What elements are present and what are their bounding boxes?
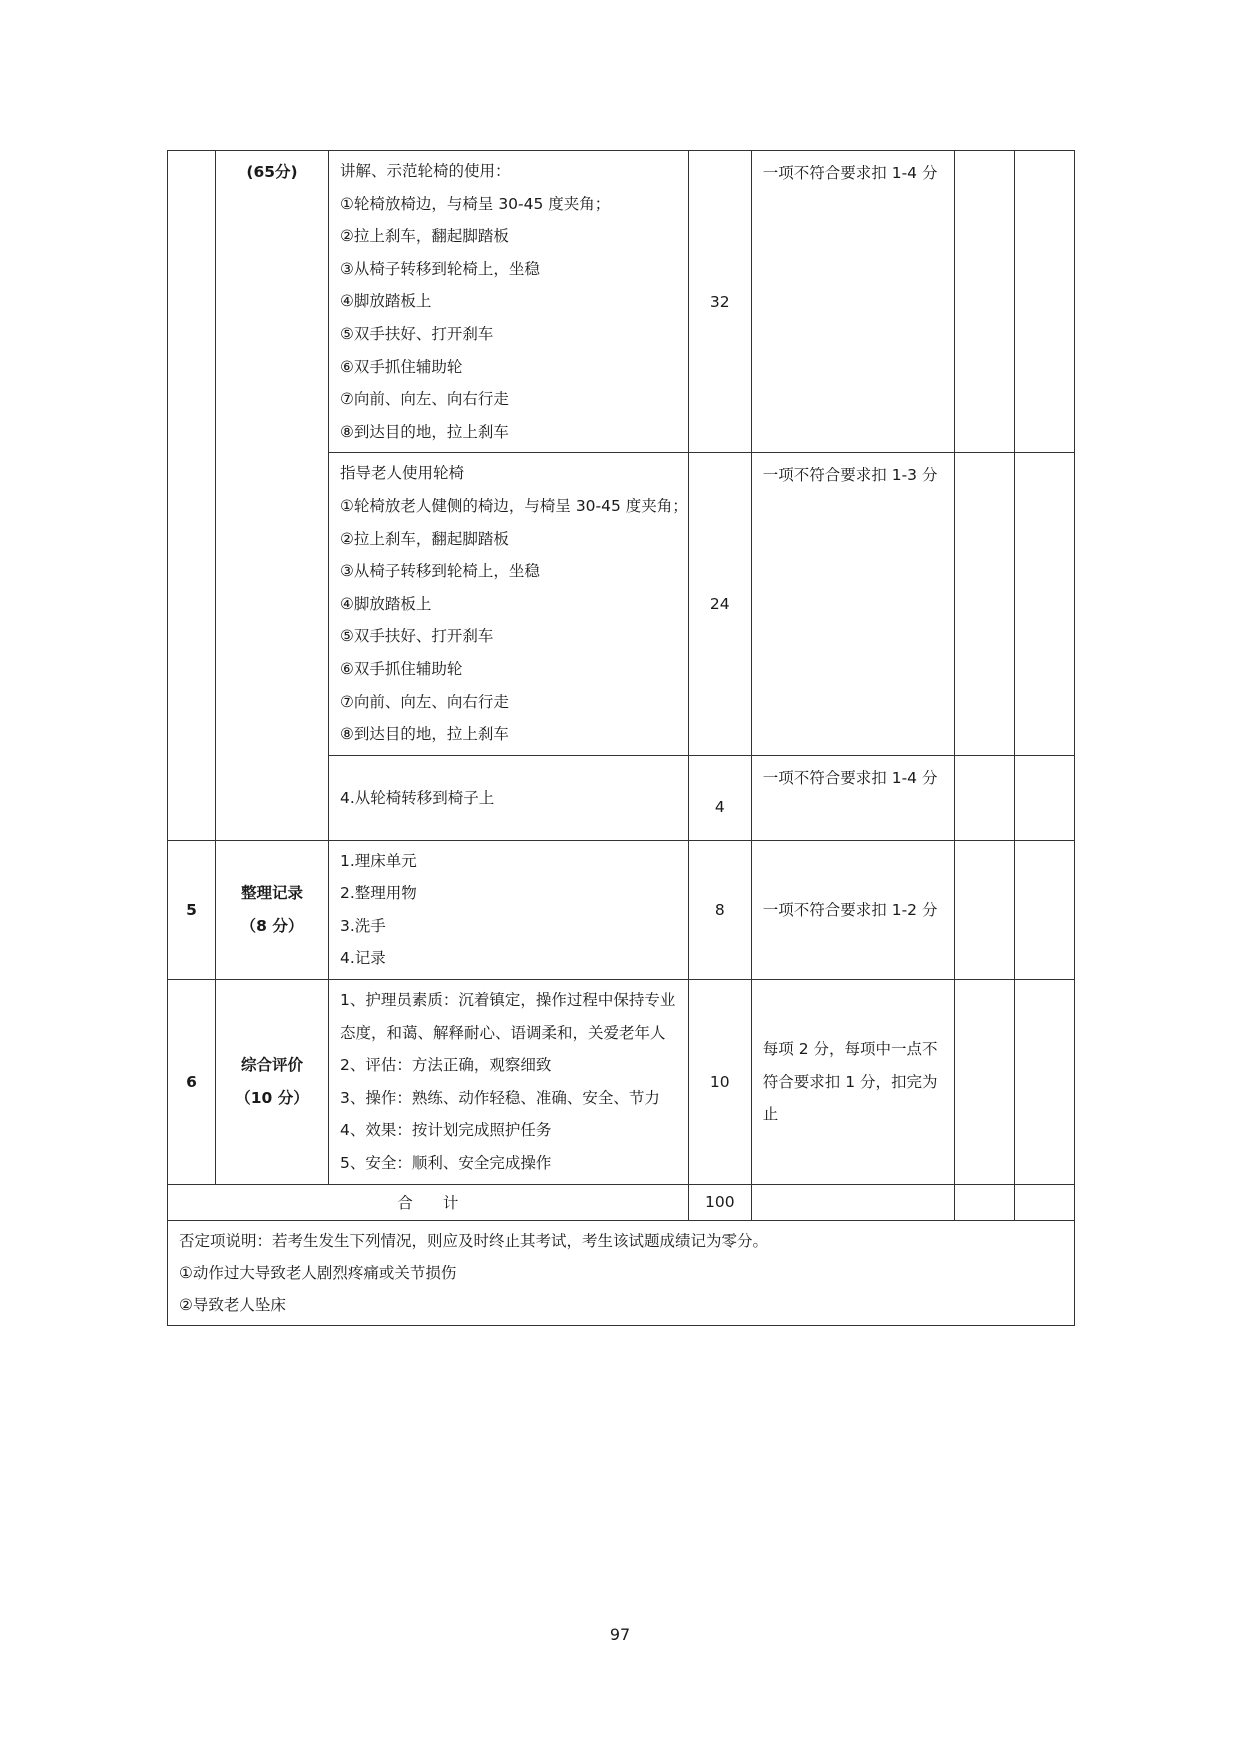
content-line: 3.洗手 [340,916,386,935]
content-line: 4.从轮椅转移到椅子上 [340,788,495,807]
content-line: 2、评估：方法正确，观察细致 [340,1056,552,1075]
blank-cell [954,453,1014,755]
content-line: 3、操作：熟练、动作轻稳、准确、安全、节力 [340,1088,660,1107]
score-cell: 4 [688,755,751,840]
score-cell: 10 [688,980,751,1185]
blank-cell [954,755,1014,840]
content-line: ⑥双手抓住辅助轮 [340,357,463,376]
note-row [168,1220,1075,1325]
row-number: 5 [168,840,216,979]
content-line: ③从椅子转移到轮椅上，坐稳 [340,259,540,278]
content-line: 指导老人使用轮椅 [340,464,465,483]
content-line: 态度，和蔼、解释耐心、语调柔和，关爱老年人 [340,1023,666,1042]
total-label [168,1184,689,1220]
blank-cell [1014,453,1074,755]
note-line: 否定项说明：若考生发生下列情况，则应及时终止其考试，考生该试题成绩记为零分。 [179,1231,769,1250]
page-number: 97 [609,1625,631,1644]
content-line: 讲解、示范轮椅的使用： [340,162,511,180]
criteria-text: 一项不符合要求扣 1-3 分 [762,466,938,485]
note-line: ①动作过大导致老人剧烈疼痛或关节损伤 [179,1263,457,1282]
criteria-text: 一项不符合要求扣 1-4 分 [762,164,938,182]
table-row [168,980,1075,1185]
blank-cell [1014,151,1074,453]
criteria-text: 止 [762,1105,779,1124]
row-number: 6 [168,980,216,1185]
item-cell [216,840,329,979]
total-label-b: 计 [442,1194,459,1213]
criteria-text: 一项不符合要求扣 1-2 分 [762,900,938,919]
blank-cell [1014,755,1074,840]
item-score: （8 分） [240,916,304,935]
table-row [168,840,1075,979]
blank-cell [1014,840,1074,979]
item-cell [216,980,329,1185]
criteria-cell [751,840,954,979]
content-line: 5、安全：顺利、安全完成操作 [340,1154,552,1173]
content-line: 4.记录 [340,949,386,968]
total-score: 100 [688,1184,751,1220]
content-line: ④脚放踏板上 [340,594,432,613]
content-line: ⑧到达目的地，拉上刹车 [340,725,509,744]
note-line: ②导致老人坠床 [179,1295,286,1314]
content-line: ②拉上刹车，翻起脚踏板 [340,227,509,246]
content-cell [329,151,689,453]
item-score: （10 分） [235,1088,309,1107]
blank-cell [954,151,1014,453]
content-cell [329,840,689,979]
scoring-table [167,150,1075,1326]
criteria-cell [751,151,954,453]
content-line: 1.理床单元 [340,851,417,870]
criteria-cell [751,980,954,1185]
content-line: 4、效果：按计划完成照护任务 [340,1121,552,1140]
item-cell [216,151,329,841]
blank-cell [954,840,1014,979]
item-name: 综合评价 [240,1055,303,1074]
criteria-cell [751,453,954,755]
criteria-cell [751,755,954,840]
content-cell [329,755,689,840]
blank-cell [751,1184,954,1220]
score-cell: 24 [688,453,751,755]
criteria-text: 一项不符合要求扣 1-4 分 [762,768,938,787]
content-line: ②拉上刹车，翻起脚踏板 [340,529,509,548]
blank-cell [1014,1184,1074,1220]
score-cell: 8 [688,840,751,979]
total-row [168,1184,1075,1220]
content-line: ⑤双手扶好、打开刹车 [340,627,494,646]
item-name: 整理记录 [240,883,303,902]
content-cell [329,980,689,1185]
table-row [168,151,1075,453]
criteria-text: 符合要求扣 1 分，扣完为 [762,1072,938,1091]
criteria-text: 每项 2 分，每项中一点不 [762,1039,938,1058]
content-line: ③从椅子转移到轮椅上，坐稳 [340,562,540,581]
content-line: ⑤双手扶好、打开刹车 [340,324,494,343]
content-line: 1、护理员素质：沉着镇定，操作过程中保持专业 [340,991,676,1010]
blank-cell [1014,980,1074,1185]
blank-cell [954,1184,1014,1220]
content-line: ⑥双手抓住辅助轮 [340,659,463,678]
content-line: ⑧到达目的地，拉上刹车 [340,422,509,441]
item-score: (65分) [246,163,298,181]
content-line: ④脚放踏板上 [340,292,432,311]
note-cell [168,1220,1075,1325]
blank-cell [954,980,1014,1185]
total-label-a: 合 [397,1194,413,1213]
content-line: ①轮椅放椅边，与椅呈 30-45 度夹角； [340,194,611,213]
content-line: ⑦向前、向左、向右行走 [340,692,509,711]
content-cell [329,453,689,755]
content-line: ①轮椅放老人健侧的椅边，与椅呈 30-45 度夹角； [340,496,688,515]
score-cell: 32 [688,151,751,453]
content-line: ⑦向前、向左、向右行走 [340,390,509,409]
number-cell [168,151,216,841]
content-line: 2.整理用物 [340,884,417,903]
